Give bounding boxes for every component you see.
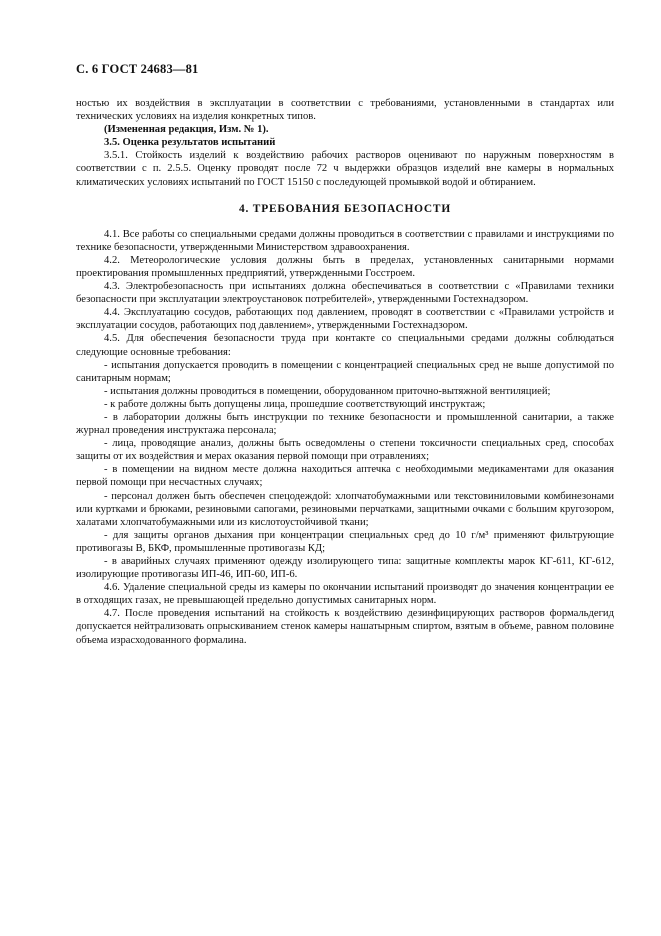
page-header: С. 6 ГОСТ 24683—81 (76, 62, 199, 76)
requirement-item: - в помещении на видном месте должна находиться аптечка с необходимыми медикаментами для оказания первой помощи при несчастных случаях; (76, 464, 614, 489)
paragraph-4-3: 4.3. Электробезопасность при испытаниях должна обеспечиваться в соответствии с «Правилами техники безопасности при эксплуатации электроустановок потребителей», утвержденными Гостехнадзором. (76, 281, 614, 306)
requirement-item: - для защиты органов дыхания при концентрации специальных сред до 10 г/м³ применяют фильтрующие противогазы В, БКФ, промышленные противогазы КД; (76, 529, 614, 554)
requirement-item: - в лаборатории должны быть инструкции по технике безопасности и промышленной санитарии, а также журнал проведения инструктажа персонала; (76, 411, 614, 437)
paragraph-4-2: 4.2. Метеорологические условия должны быть в пределах, установленных санитарными нормами проектирования промышленных предприятий, утвержденными Госстроем. (76, 254, 614, 279)
paragraph-3-5-1: 3.5.1. Стойкость изделий к воздействию рабочих растворов оценивают по наружным поверхностям в соответствии с п. 2.5.5. Оценку проводят после 72 ч выдержки образцов изделий вне камеры в нормальных климатических условиях испытаний по ГОСТ 15150 с последующей промывкой водой и обтиранием. (76, 150, 614, 188)
document-page (76, 62, 614, 647)
requirement-item: - испытания допускается проводить в помещении с концентрацией специальных сред не выше допустимой по санитарным нормам; (76, 359, 614, 384)
paragraph-4-5: 4.5. Для обеспечения безопасности труда при контакте со специальными средами должны соблюдаться следующие основные требования: (76, 333, 614, 358)
requirement-item: - в аварийных случаях применяют одежду изолирующего типа: защитные комплекты марок КГ-611, КГ-612, изолирующие противогазы ИП-46, ИП-60, ИП-6. (76, 556, 614, 581)
paragraph-4-1: 4.1. Все работы со специальными средами должны проводиться в соответствии с правилами и инструкциями по технике безопасности, утвержденными Министерством здравоохранения. (76, 228, 614, 253)
requirement-item: - лица, проводящие анализ, должны быть осведомлены о степени токсичности специальных сред, способах защиты от их воздействия и мерах оказания первой помощи при отравлениях; (76, 438, 614, 463)
paragraph-4-4: 4.4. Эксплуатацию сосудов, работающих под давлением, проводят в соответствии с «Правилами устройств и эксплуатации сосудов, работающих под давлением», утвержденными Гостехнадзором. (76, 307, 614, 332)
subsection-heading: 3.5. Оценка результатов испытаний (104, 137, 276, 149)
paragraph-4-6: 4.6. Удаление специальной среды из камеры по окончании испытаний производят до значения концентрации ее в отходящих газах, не превышающей предельно допустимых санитарных норм. (76, 582, 614, 607)
section-title: 4. ТРЕБОВАНИЯ БЕЗОПАСНОСТИ (239, 202, 451, 215)
paragraph-4-7: 4.7. После проведения испытаний на стойкость к воздействию дезинфицирующих растворов формальдегид допускается нейтрализовать опрыскиванием стенок камеры нашатырным спиртом, взятым в объеме, равном половине объема израсходованного формалина. (76, 608, 614, 646)
requirement-item: - испытания должны проводиться в помещении, оборудованном приточно-вытяжной вентиляцией; (104, 385, 551, 397)
requirement-item: - к работе должны быть допущены лица, прошедшие соответствующий инструктаж; (104, 398, 486, 410)
requirement-item: - персонал должен быть обеспечен спецодеждой: хлопчатобумажными или текстовиниловыми комбинезонами или куртками и брюками, резиновыми сапогами, резиновыми перчатками, защитными очками с большим кругозором, халатами хлопчатобумажными или из кислотоустойчивой ткани; (76, 490, 614, 528)
continued-paragraph: ностью их воздействия в эксплуатации в соответствии с требованиями, установленными в стандартах или технических условиях на изделия конкретных типов. (76, 98, 614, 123)
amendment-note: (Измененная редакция, Изм. № 1). (104, 124, 269, 136)
